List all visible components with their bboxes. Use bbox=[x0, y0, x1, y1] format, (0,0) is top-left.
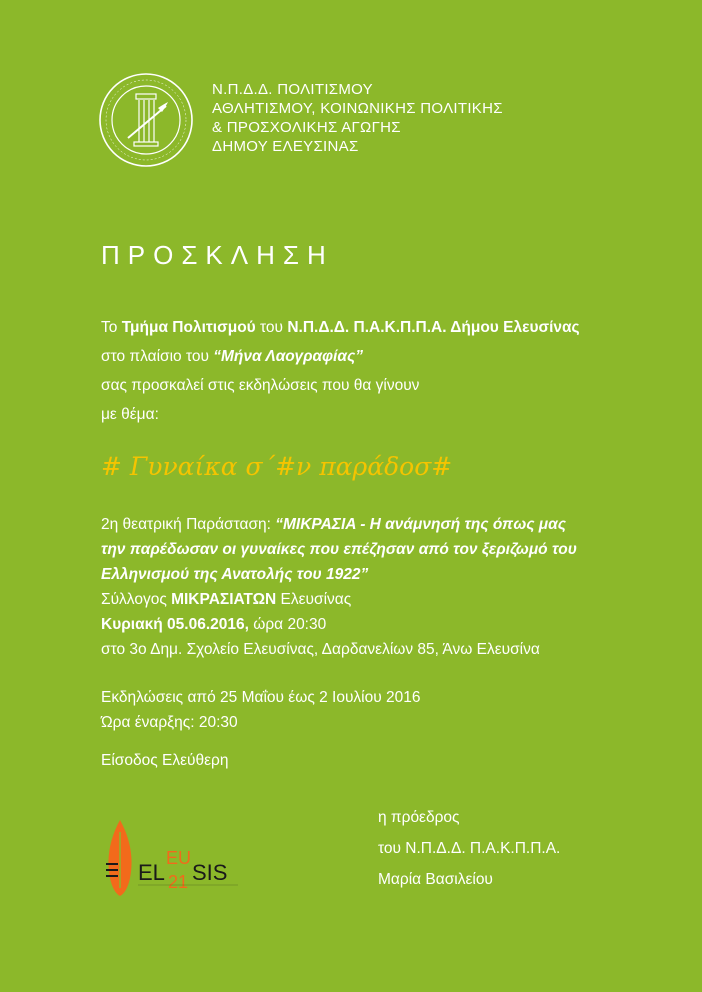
entry-note: Είσοδος Ελεύθερη bbox=[101, 752, 229, 769]
logo-eu-text: EU bbox=[166, 848, 192, 868]
event-line-3: Ελληνισμού της Ανατολής του 1922” bbox=[101, 566, 369, 583]
event-line-6: στο 3ο Δημ. Σχολείο Ελευσίνας, Δαρδανελίων 85, Άνω Ελευσίνα bbox=[101, 641, 540, 658]
intro-l1-a: Το bbox=[101, 319, 122, 336]
event-period bbox=[101, 685, 421, 735]
period-line-1: Εκδηλώσεις από 25 Μαΐου έως 2 Ιουλίου 2016 bbox=[101, 689, 421, 706]
signature-line-1: η πρόεδρος bbox=[378, 809, 460, 826]
event-line-2: την παρέδωσαν οι γυναίκες που επέζησαν από τον ξεριζωμό του bbox=[101, 541, 577, 558]
event-l5-a: Κυριακή 05.06.2016, bbox=[101, 616, 249, 633]
signature-line-3: Μαρία Βασιλείου bbox=[378, 871, 493, 888]
intro-line-4: με θέμα: bbox=[101, 406, 159, 423]
organization-name bbox=[212, 80, 503, 156]
signature-block bbox=[378, 802, 560, 895]
logo-21-text: 21 bbox=[168, 872, 189, 892]
org-line-3: & ΠΡΟΣΧΟΛΙΚΗΣ ΑΓΩΓΗΣ bbox=[212, 119, 401, 136]
event-line-4 bbox=[101, 587, 577, 612]
intro-l1-b: Τμήμα Πολιτισμού bbox=[121, 319, 256, 336]
intro-l2-a: στο πλαίσιο του bbox=[101, 348, 214, 365]
eleusis21-logo-icon bbox=[104, 818, 244, 896]
event-details bbox=[101, 512, 577, 662]
signature-line-2: του Ν.Π.Δ.Δ. Π.Α.Κ.Π.Π.Α. bbox=[378, 840, 561, 857]
period-line-2: Ώρα έναρξης: 20:30 bbox=[101, 714, 238, 731]
org-line-4: ΔΗΜΟΥ ΕΛΕΥΣΙΝΑΣ bbox=[212, 138, 359, 155]
intro-l1-d: Ν.Π.Δ.Δ. Π.Α.Κ.Π.Π.Α. Δήμου Ελευσίνας bbox=[287, 319, 580, 336]
intro-text bbox=[101, 313, 580, 429]
event-l5-b: ώρα 20:30 bbox=[248, 616, 327, 633]
event-l1-b: “ΜΙΚΡΑΣΙΑ - Η ανάμνησή της όπως μας bbox=[275, 516, 567, 533]
intro-line-1 bbox=[101, 313, 580, 342]
org-line-2: ΑΘΛΗΤΙΣΜΟΥ, ΚΟΙΝΩΝΙΚΗΣ ΠΟΛΙΤΙΚΗΣ bbox=[212, 100, 503, 117]
theme-title: # Γυναίκα σ΄#ν παράδοσ# bbox=[101, 452, 453, 481]
municipal-seal-icon bbox=[98, 72, 194, 168]
org-line-1: Ν.Π.Δ.Δ. ΠΟΛΙΤΙΣΜΟΥ bbox=[212, 81, 373, 98]
invitation-title: ΠΡΟΣΚΛΗΣΗ bbox=[101, 240, 334, 270]
event-l4-b: ΜΙΚΡΑΣΙΑΤΩΝ bbox=[171, 591, 277, 608]
intro-line-3: σας προσκαλεί στις εκδηλώσεις που θα γίνουν bbox=[101, 377, 420, 394]
intro-line-2 bbox=[101, 342, 580, 371]
intro-l2-b: “Μήνα Λαογραφίας” bbox=[213, 348, 363, 365]
intro-l1-c: του bbox=[255, 319, 288, 336]
event-line-1 bbox=[101, 512, 577, 537]
event-line-5 bbox=[101, 612, 577, 637]
logo-sis-text: SIS bbox=[192, 860, 228, 885]
event-l1-a: 2η θεατρική Παράσταση: bbox=[101, 516, 276, 533]
event-l4-a: Σύλλογος bbox=[101, 591, 172, 608]
event-l4-c: Ελευσίνας bbox=[276, 591, 352, 608]
logo-el-text: EL bbox=[138, 860, 165, 885]
